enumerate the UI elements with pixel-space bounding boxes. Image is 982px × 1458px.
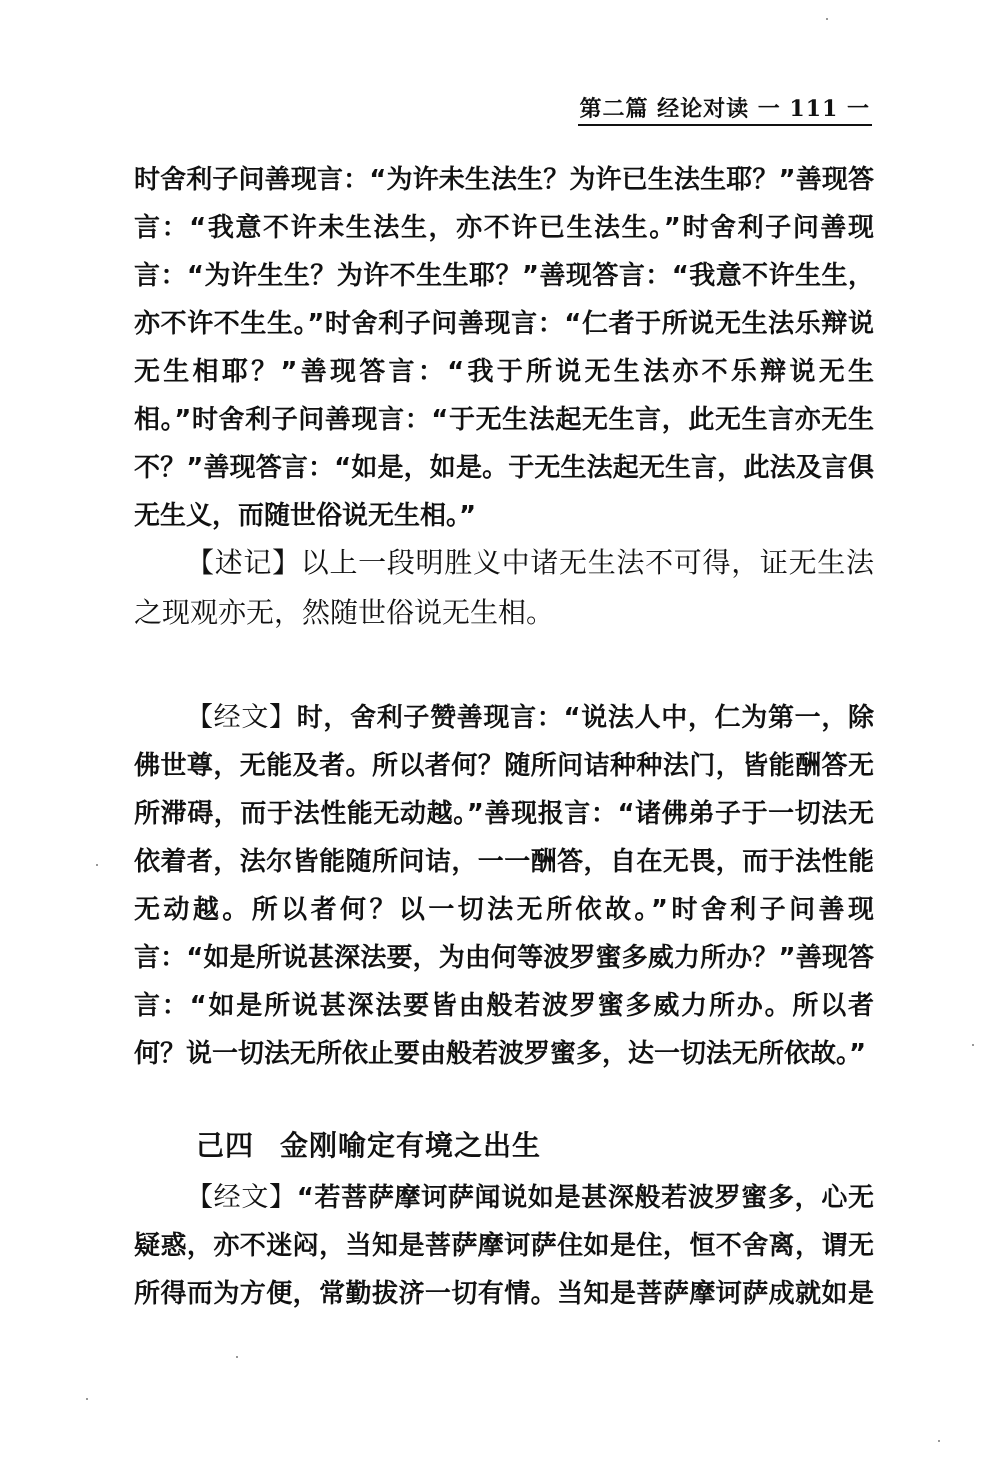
scan-speck [972, 1044, 974, 1046]
sutra-paragraph-3 [134, 1174, 874, 1318]
scan-speck [938, 1440, 940, 1442]
sutra-paragraph-1 [134, 156, 874, 540]
section-heading [196, 1124, 541, 1164]
sutra-text-2: 时，舍利子赞善现言：“说法人中，仁为第一，除佛世尊，无能及者。所以者何？随所问诘种种法门，皆能酬答无所滞碍，而于法性能无动越。”善现报言：“诸佛弟子于一切法无依着者，法尔皆能随所问诘，一一酬答，自在无畏，而于法性能无动越。所以者何？以一切法无所依故。”时舍利子问善现言：“如是所说甚深法要，为由何等波罗蜜多威力所办？”善现答言：“如是所说甚深法要皆由般若波罗蜜多威力所办。所以者何？说一切法无所依止要由般若波罗蜜多，达一切法无所依故。” [134, 703, 875, 1069]
commentary-text: 以上一段明胜义中诸无生法不可得，证无生法之现观亦无，然随世俗说无生相。 [134, 546, 874, 629]
sutra-text-3: “若菩萨摩诃萨闻说如是甚深般若波罗蜜多，心无疑惑，亦不迷闷，当知是菩萨摩诃萨住如是住，恒不舍离，谓无所得而为方便，常勤拔济一切有情。当知是菩萨摩诃萨成就如是 [134, 1183, 875, 1309]
section-number: 己四 [196, 1129, 255, 1162]
scan-speck [826, 18, 828, 20]
scan-speck [236, 1356, 238, 1358]
scan-speck [86, 1398, 88, 1400]
sutra-tag-3: 【经文】 [186, 1182, 297, 1213]
running-header: 第二篇 经论对读 一 111 一 [579, 96, 870, 122]
scan-speck [96, 864, 98, 866]
sutra-text-1: 时舍利子问善现言：“为许未生法生？为许已生法生耶？”善现答言：“我意不许未生法生，亦不许已生法生。”时舍利子问善现言：“为许生生？为许不生生耶？”善现答言：“我意不许生生，亦不许不生生。”时舍利子问善现言：“仁者于所说无生法乐辩说无生相耶？”善现答言：“我于所说无生法亦不乐辩说无生相。”时舍利子问善现言：“于无生法起无生言，此无生言亦无生不？”善现答言：“如是，如是。于无生法起无生言，此法及言俱无生义，而随世俗说无生相。” [134, 165, 874, 531]
commentary-tag: 【述记】 [186, 546, 301, 579]
header-rule [578, 124, 872, 126]
commentary-paragraph [134, 538, 874, 638]
section-title: 金刚喻定有境之出生 [280, 1129, 542, 1162]
sutra-paragraph-2 [134, 694, 874, 1078]
sutra-tag-2: 【经文】 [186, 702, 297, 733]
